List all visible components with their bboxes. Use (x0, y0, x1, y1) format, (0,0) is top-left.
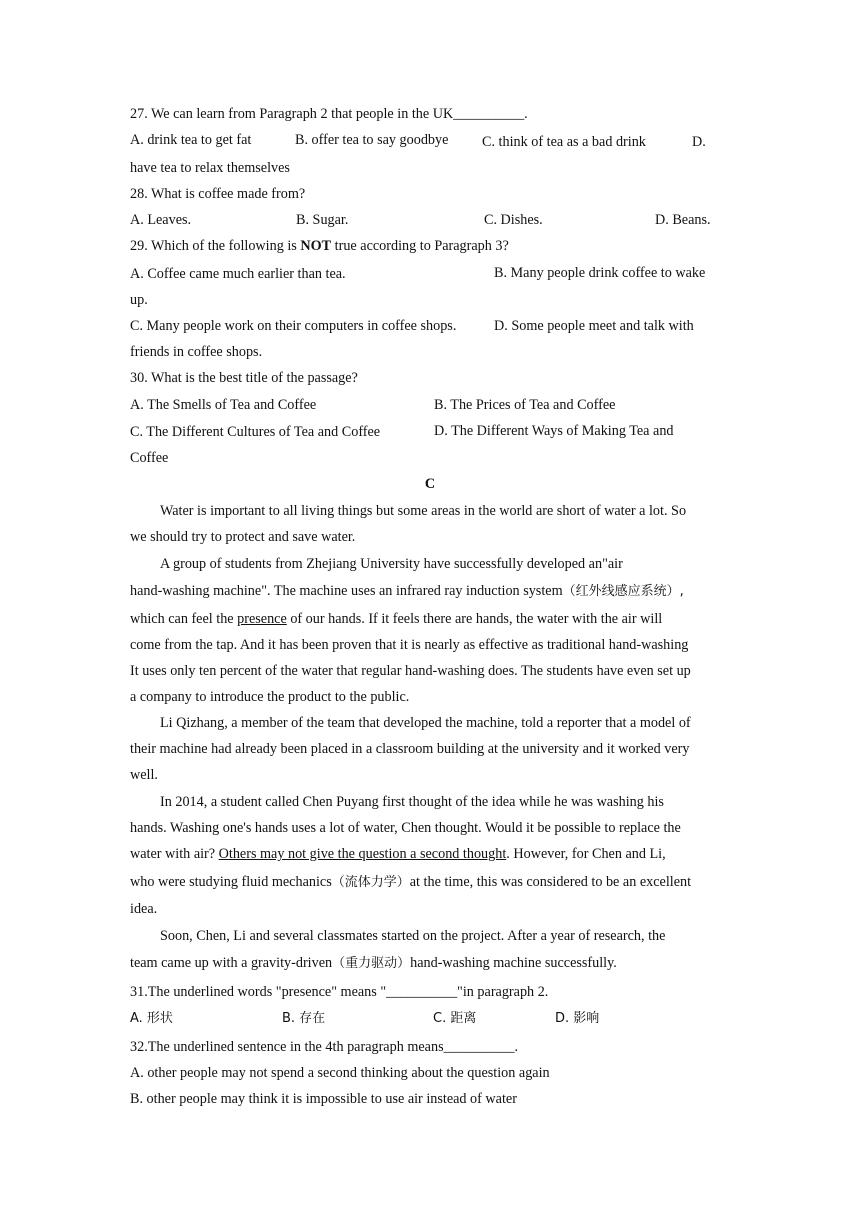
q31-option-a: A. 形状 (130, 1011, 173, 1026)
q28-option-c: C. Dishes. (484, 212, 543, 228)
q27-option-c: C. think of tea as a bad drink (482, 134, 646, 150)
passage-p5-line2-pre: team came up with a gravity-driven (130, 955, 333, 971)
question-32-stem: 32.The underlined sentence in the 4th paragraph means__________. (130, 1039, 519, 1055)
passage-p3-line3: well. (130, 767, 158, 783)
passage-p4-line1: In 2014, a student called Chen Puyang first thought of the idea while he was washing his (160, 794, 664, 810)
question-31-stem: 31.The underlined words "presence" means "__________"in paragraph 2. (130, 984, 549, 1000)
underlined-word-presence: presence (237, 611, 287, 627)
question-29-stem (130, 237, 509, 255)
q29-option-d: D. Some people meet and talk with (494, 318, 694, 334)
q30-option-b: B. The Prices of Tea and Coffee (434, 397, 616, 413)
passage-p2-line1: A group of students from Zhejiang University have successfully developed an"air (160, 556, 623, 572)
passage-p2-line6: a company to introduce the product to the public. (130, 689, 410, 705)
q32-option-b: B. other people may think it is impossible to use air instead of water (130, 1091, 517, 1107)
q27-option-b: B. offer tea to say goodbye (295, 132, 449, 148)
passage-p5-line2-chinese: （重力驱动） (332, 956, 411, 971)
passage-p2-line2-chinese: （红外线感应系统）, (562, 584, 684, 599)
passage-p2-line5: It uses only ten percent of the water that regular hand-washing does. The students have even set up (130, 663, 691, 679)
q28-option-d: D. Beans. (655, 212, 711, 228)
question-28-stem: 28. What is coffee made from? (130, 186, 306, 202)
passage-p4-line3-pre: water with air? (130, 846, 219, 862)
q29-stem-pre: 29. Which of the following is (130, 238, 301, 254)
passage-p1-line1: Water is important to all living things but some areas in the world are short of water a lot. So (160, 503, 687, 519)
q29-option-b: B. Many people drink coffee to wake (494, 265, 706, 281)
q27-option-a: A. drink tea to get fat (130, 132, 252, 148)
q28-option-b: B. Sugar. (296, 212, 349, 228)
q27-option-d: D. (692, 134, 706, 150)
passage-p5-line2-post: hand-washing machine successfully. (410, 955, 617, 971)
passage-p2-line3-post: of our hands. If it feels there are hands, the water with the air will (286, 611, 663, 627)
q29-stem-post: true according to Paragraph 3? (331, 238, 509, 254)
q30-option-c: C. The Different Cultures of Tea and Coffee (130, 424, 381, 440)
passage-p4-line4 (130, 873, 691, 892)
passage-p2-line3-pre: which can feel the (130, 611, 238, 627)
q29-option-d-continued: friends in coffee shops. (130, 344, 263, 360)
q29-option-a: A. Coffee came much earlier than tea. (130, 266, 346, 282)
passage-p2-line2 (130, 582, 684, 601)
passage-p3-line2: their machine had already been placed in a classroom building at the university and it worked very (130, 741, 690, 757)
q31-option-c: C. 距离 (433, 1011, 477, 1026)
underlined-sentence: Others may not give the question a second thought (218, 846, 507, 862)
q27-option-d-continued: have tea to relax themselves (130, 160, 290, 176)
passage-p5-line1: Soon, Chen, Li and several classmates started on the project. After a year of research, the (160, 928, 666, 944)
passage-p4-line5: idea. (130, 901, 158, 917)
section-heading: C (424, 476, 436, 492)
passage-p3-line1: Li Qizhang, a member of the team that developed the machine, told a reporter that a model of (160, 715, 691, 731)
q30-option-d-continued: Coffee (130, 450, 169, 466)
q28-option-a: A. Leaves. (130, 212, 192, 228)
question-27-stem: 27. We can learn from Paragraph 2 that people in the UK__________. (130, 106, 528, 122)
passage-p1-line2: we should try to protect and save water. (130, 529, 356, 545)
question-30-stem: 30. What is the best title of the passage? (130, 370, 358, 386)
q30-option-a: A. The Smells of Tea and Coffee (130, 397, 317, 413)
q29-option-c: C. Many people work on their computers in coffee shops. (130, 318, 457, 334)
passage-p2-line3 (130, 610, 662, 628)
q31-option-b: B. 存在 (282, 1011, 326, 1026)
passage-p4-line3-post: . However, for Chen and Li, (506, 846, 666, 862)
passage-p4-line2: hands. Washing one's hands uses a lot of water, Chen thought. Would it be possible to replace the (130, 820, 681, 836)
passage-p5-line2 (130, 954, 617, 973)
passage-p4-line4-post: at the time, this was considered to be an excellent (409, 874, 692, 890)
passage-p4-line4-chinese: （流体力学） (331, 875, 410, 890)
q29-stem-bold: NOT (300, 238, 332, 254)
passage-p4-line4-pre: who were studying fluid mechanics (130, 874, 332, 890)
passage-p2-line4: come from the tap. And it has been proven that it is nearly as effective as traditional hand-washing (130, 637, 689, 653)
passage-p4-line3 (130, 845, 666, 863)
q29-option-b-continued: up. (130, 292, 148, 308)
q31-option-d: D. 影响 (555, 1011, 600, 1026)
passage-p2-line2-text: hand-washing machine". The machine uses an infrared ray induction system (130, 583, 563, 599)
q32-option-a: A. other people may not spend a second thinking about the question again (130, 1065, 550, 1081)
q30-option-d: D. The Different Ways of Making Tea and (434, 423, 674, 439)
